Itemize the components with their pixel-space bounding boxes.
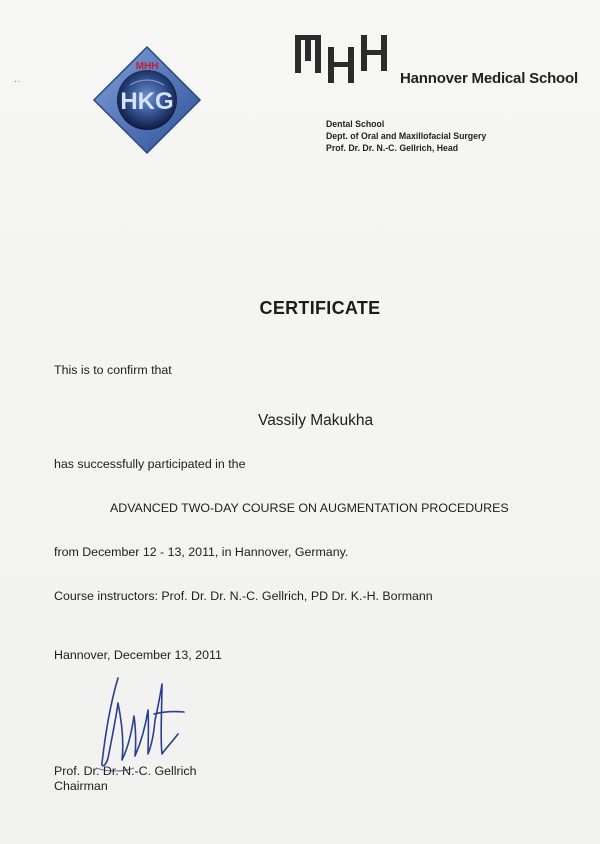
department-block — [326, 119, 486, 155]
participated-text: has successfully participated in the — [54, 457, 246, 471]
department-label: Dept. of Oral and Maxillofacial Surgery — [326, 131, 487, 142]
scan-speck: ·· — [14, 76, 21, 87]
department-head-label: Prof. Dr. Dr. N.-C. Gellrich, Head — [326, 143, 459, 154]
hkg-diamond-logo — [92, 45, 202, 155]
signer-name: Prof. Dr. Dr. N.-C. Gellrich — [54, 764, 197, 778]
dental-school-label: Dental School — [326, 119, 385, 130]
handwritten-signature — [88, 668, 208, 778]
hkg-logo-text: HKG — [120, 88, 174, 115]
school-name: Hannover Medical School — [400, 70, 578, 87]
signer-role: Chairman — [54, 779, 108, 793]
place-and-date: Hannover, December 13, 2011 — [54, 648, 222, 662]
confirm-text: This is to confirm that — [54, 363, 172, 377]
course-dates-location: from December 12 - 13, 2011, in Hannover, Germany. — [54, 545, 349, 559]
hkg-logo-small-text: MHH — [135, 61, 159, 72]
course-name: ADVANCED TWO-DAY COURSE ON AUGMENTATION PROCEDURES — [110, 501, 509, 515]
course-instructors: Course instructors: Prof. Dr. Dr. N.-C. Gellrich, PD Dr. K.-H. Bormann — [54, 589, 433, 603]
recipient-name: Vassily Makukha — [258, 412, 374, 429]
mhh-logo — [293, 33, 393, 85]
certificate-title: CERTIFICATE — [259, 298, 381, 318]
